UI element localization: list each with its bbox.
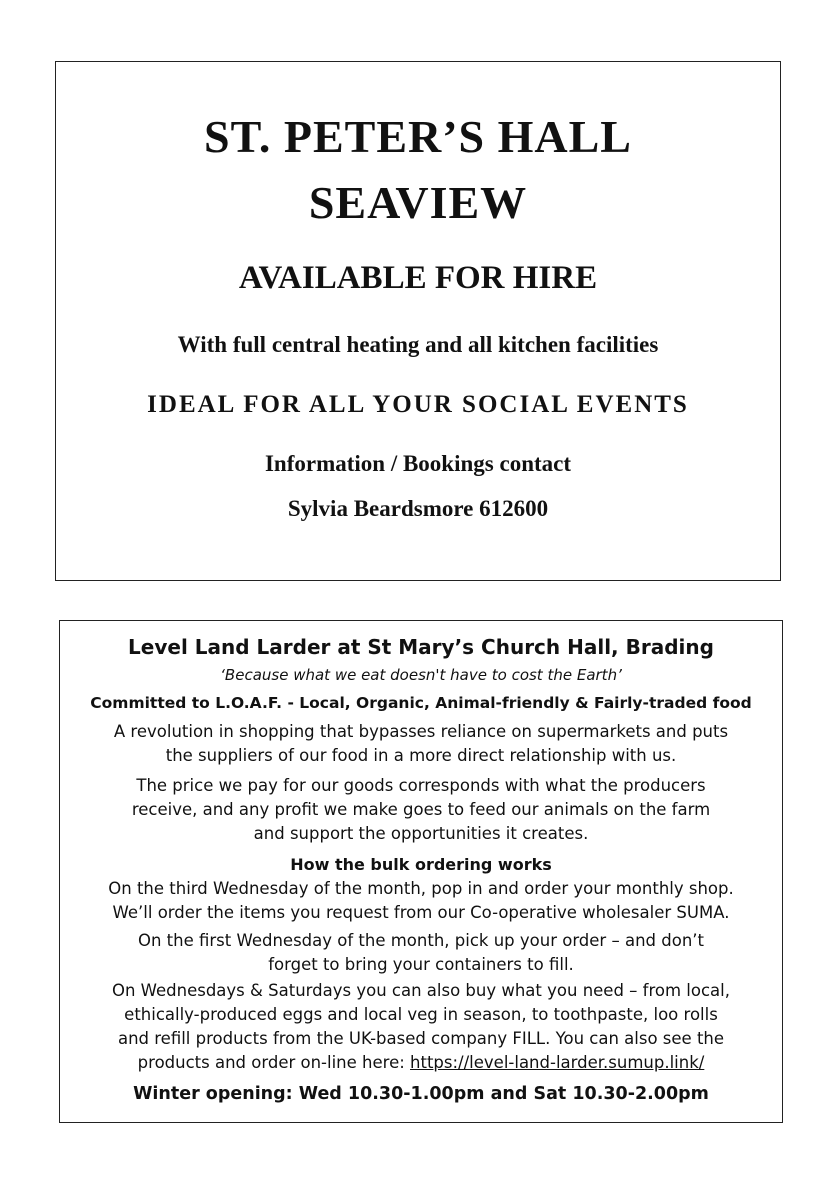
hall-title-line2: SEAVIEW xyxy=(308,177,528,228)
tagline: IDEAL FOR ALL YOUR SOCIAL EVENTS xyxy=(147,391,689,418)
bulk-heading: How the bulk ordering works xyxy=(290,855,552,874)
bulk-line-3: On the first Wednesday of the month, pick up your order – and don’t xyxy=(137,931,704,950)
larder-title: Level Land Larder at St Mary’s Church Hall, Brading xyxy=(128,635,714,659)
availability-heading: AVAILABLE FOR HIRE xyxy=(238,260,598,296)
opening-hours: Winter opening: Wed 10.30-1.00pm and Sat 10.30-2.00pm xyxy=(133,1084,709,1104)
contact-label: Information / Bookings contact xyxy=(264,451,572,476)
order-online-text: products and order on-line here: xyxy=(137,1053,411,1072)
saturday-line-4 xyxy=(40,1053,802,1072)
larder-subtitle: ‘Because what we eat doesn't have to cost the Earth’ xyxy=(220,666,622,684)
contact-name-phone: Sylvia Beardsmore 612600 xyxy=(287,496,549,521)
hall-hire-advert xyxy=(55,61,781,581)
facilities-text: With full central heating and all kitchen facilities xyxy=(177,332,659,357)
revolution-line-2: the suppliers of our food in a more direct relationship with us. xyxy=(165,746,677,765)
bulk-line-4: forget to bring your containers to fill. xyxy=(268,955,574,974)
price-line-1: The price we pay for our goods corresponds with what the producers xyxy=(136,776,706,795)
saturday-line-1: On Wednesdays & Saturdays you can also buy what you need – from local, xyxy=(111,981,731,1000)
bulk-line-1: On the third Wednesday of the month, pop in and order your monthly shop. xyxy=(108,879,734,898)
loaf-commitment: Committed to L.O.A.F. - Local, Organic, Animal-friendly & Fairly-traded food xyxy=(90,694,752,712)
hall-title-line1: ST. PETER’S HALL xyxy=(204,111,632,162)
revolution-line-1: A revolution in shopping that bypasses reliance on supermarkets and puts xyxy=(113,722,729,741)
price-line-3: and support the opportunities it creates. xyxy=(253,824,589,843)
bulk-line-2: We’ll order the items you request from our Co-operative wholesaler SUMA. xyxy=(112,903,730,922)
larder-shop-link[interactable]: https://level-land-larder.sumup.link/ xyxy=(410,1053,705,1072)
saturday-line-2: ethically-produced eggs and local veg in season, to toothpaste, loo rolls xyxy=(124,1005,718,1024)
saturday-line-3: and refill products from the UK-based company FILL. You can also see the xyxy=(117,1029,725,1048)
larder-advert xyxy=(59,620,783,1123)
price-line-2: receive, and any profit we make goes to feed our animals on the farm xyxy=(131,800,711,819)
